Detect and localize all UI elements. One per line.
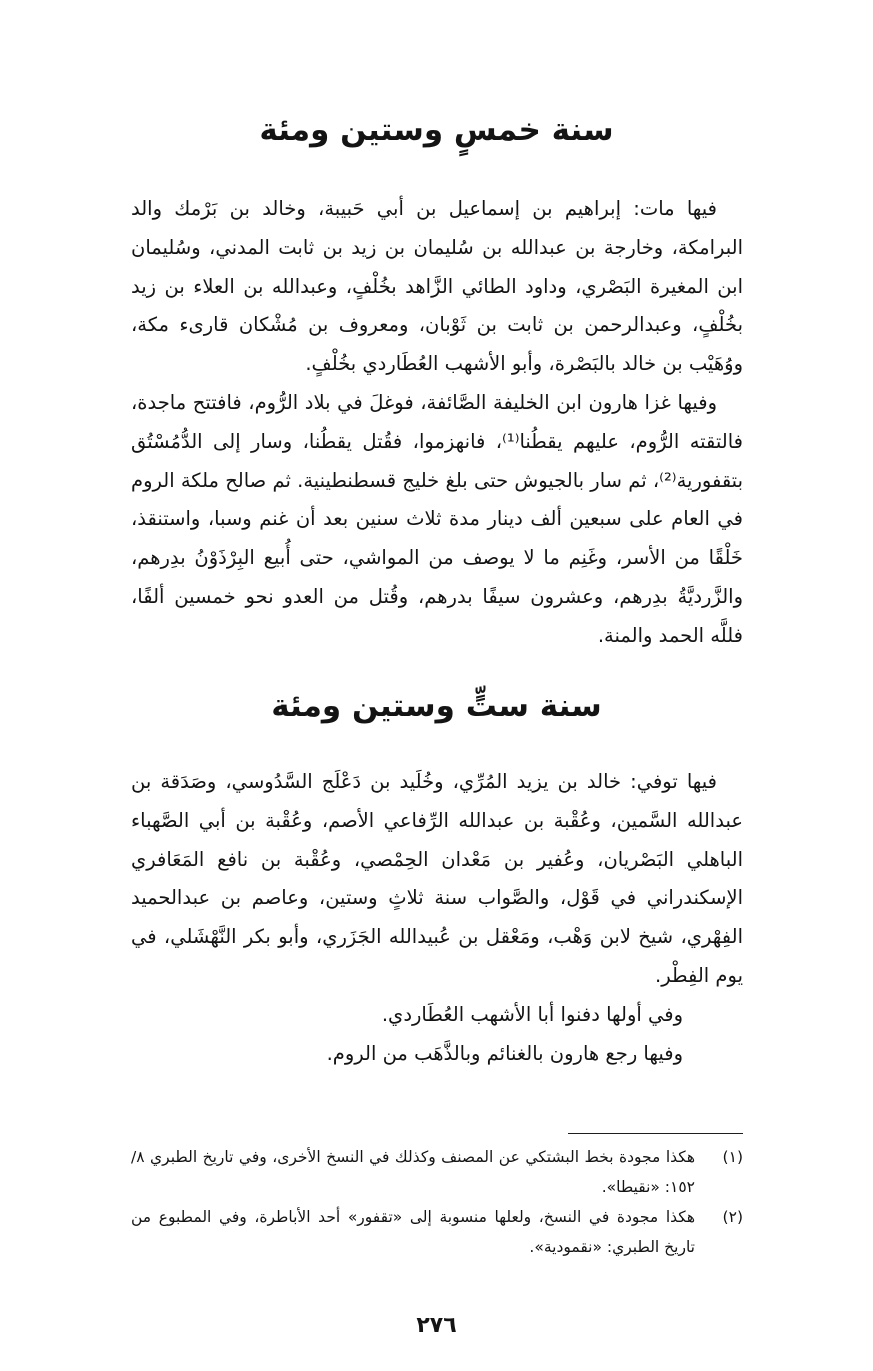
footnote-number: (٢) — [722, 1208, 743, 1226]
paragraph-deaths-165: فيها مات: إبراهيم بن إسماعيل بن أبي حَبيبة، وخالد بن بَرْمك والد البرامكة، وخارجة بن عبدالله بن سُليمان بن زيد بن ثابت المدني، وسُليمان ابن المغيرة البَصْري، وداود الطائي الزَّاهد بخُلْفٍ، وعبدالله بن العلاء بن زيد بخُلْفٍ، وعبدالرحمن بن ثابت بن ثَوْبان، ومعروف بن مُشْكان قارىء مكة، ووُهَيْب بن خالد بالبَصْرة، وأبو الأشهب العُطَاردي بخُلْفٍ. — [131, 197, 743, 376]
footnote-text: هكذا مجودة في النسخ، ولعلها منسوبة إلى «تقفور» أحد الأباطرة، وفي المطبوع من تاريخ الطبري: «نقمودية». — [131, 1208, 695, 1256]
footnote-1 — [131, 1142, 743, 1202]
page-number: ٢٧٦ — [416, 1313, 457, 1338]
footnote-separator — [568, 1133, 743, 1134]
footnote-2 — [131, 1202, 743, 1262]
section-body-166 — [131, 763, 743, 1073]
paragraph-burial-166: وفي أولها دفنوا أبا الأشهب العُطَاردي. — [381, 1002, 683, 1026]
footnote-text: هكذا مجودة بخط البشتكي عن المصنف وكذلك في النسخ الأخرى، وفي تاريخ الطبري ٨/ ١٥٢: «نقيطا». — [131, 1148, 695, 1196]
footnotes — [131, 1142, 743, 1262]
section-title-166: سنة ستٍّ وستين ومئة — [271, 688, 602, 724]
paragraph-deaths-166: فيها توفي: خالد بن يزيد المُرِّي، وخُلَيد بن دَعْلَج السَّدُوسي، وصَدَقة بن عبدالله السَّمين، وعُقْبة بن عبدالله الرِّفاعي الأصم، وعُقْبة بن أبي الصَّهباء الباهلي البَصْريان، وعُفير بن مَعْدان الحِمْصي، وعُقْبة بن نافع المَعَافري الإسكندراني في قَوْل، والصَّواب سنة ثلاثٍ وستين، وعاصم بن عبدالحميد الفِهْري، شيخ لابن وَهْب، ومَعْقل بن عُبيدالله الجَزَري، وأبو بكر النَّهْشَلي، في يوم الفِطْر. — [131, 770, 743, 987]
section-title-165: سنة خمسٍ وستين ومئة — [259, 112, 614, 148]
section-body-165 — [131, 190, 743, 656]
footnote-number: (١) — [722, 1148, 743, 1166]
paragraph-return-166: وفيها رجع هارون بالغنائم وبالذَّهَب من الروم. — [326, 1041, 683, 1065]
paragraph-events-165: وفيها غزا هارون ابن الخليفة الصَّائفة، فوغلَ في بلاد الرُّوم، فافتتح ماجدة، فالتقته الرُّوم، عليهم يقطُنا⁽¹⁾، فانهزموا، فقُتل يقطُنا، وسار إلى الدُّمُسْتُق بتقفورية⁽²⁾، ثم سار بالجيوش حتى بلغ خليج قسطنطينية. ثم صالح ملكة الروم في العام على سبعين ألف دينار مدة ثلاث سنين بعد أن غنم وسبا، واستنقذ، خَلْقًا من الأسر، وغَنِم ما لا يوصف من المواشي، حتى أُبيع البِرْذَوْنُ بدِرهم، والزَّرديَّةُ بدِرهم، وعشرون سيفًا بدرهم، وقُتل من العدو نحو خمسين ألفًا، فللَّه الحمد والمنة. — [131, 390, 743, 647]
